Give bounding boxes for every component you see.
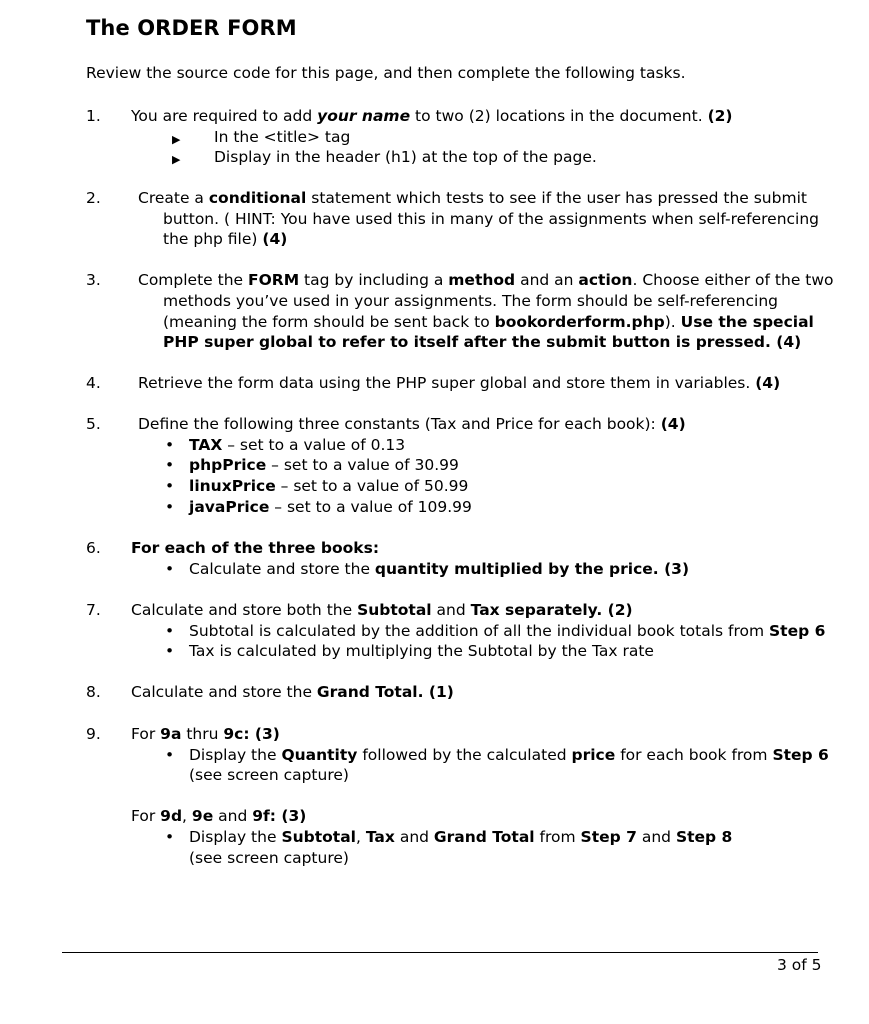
task-number: 3. [86,271,101,289]
footer-divider [62,952,818,953]
bullet-icon: • [165,436,175,454]
bullet-icon: • [165,828,175,846]
bullet-icon: • [165,642,175,660]
task-text: You are required to add your name to two (2) locations in the document. (2) [131,107,733,125]
task-number: 9. [86,725,101,743]
document-page: The ORDER FORM Review the source code for this page, and then complete the following tasks. 1. You are required to add your name to two (2) locations in the document. (2) ▶ In the <title> tag ▶ Display in the header (h1) at the top of the page. 2. Create a conditional statement which tests to see if the user has pressed the submit button. ( HINT: You have used this in many of the assignments when self-referencing the php file) (4) 3. Complete the FORM tag by including a method and an action. Choose either of the two methods you’ve used in your assignments. The form should be self-referencing (meaning the form should be sent back to bookorderform.php). Use the special PHP super global to refer to itself after the submit button is pressed. (4) 4. Retrieve the form data using the PHP super global and store them in variables. (4) 5. Define the following three constants (Tax and Price for each book): (4) • TAX – set to a value of 0.13 • phpPrice – set to a value of 30.99 • linuxPrice – set to a value of 50.99 • javaPrice – set to a value of 109.99 6. For each of the three books: • Calculate and store the quantity multiplied by the price. (3) 7. Calculate and store both the Subtotal and Tax separately. (2) • Subtotal is calculated by the addition of all the individual book totals from Step 6 • Tax is calculated by multiplying the Subtotal by the Tax rate 8. Calculate and store the Grand Total. (1) 9. For 9a thru 9c: (3) • Display the Quantity followed by the calculated price for each book from Step 6 (see screen capture) For 9d, 9e and 9f: (3) • Display the Subtotal, Tax and Grand Total from Step 7 and Step 8 (see screen capture) 3 of 5 [0,0,869,1024]
task-number: 1. [86,107,101,125]
task-text: Create a conditional statement which tests to see if the user has pressed the submit [138,189,807,207]
task-number: 4. [86,374,101,392]
arrow-bullet-icon: ▶ [172,153,181,166]
task-number: 2. [86,189,101,207]
task-number: 8. [86,683,101,701]
task-text: Calculate and store both the Subtotal and Tax separately. (2) [131,601,633,619]
bullet-icon: • [165,456,175,474]
page-number: 3 of 5 [777,956,822,974]
task-text: For 9a thru 9c: (3) [131,725,280,743]
bullet-icon: • [165,746,175,764]
task-text: Retrieve the form data using the PHP super global and store them in variables. (4) [138,374,781,392]
bullet-icon: • [165,560,175,578]
bullet-icon: • [165,622,175,640]
task-text: For each of the three books: [131,539,380,557]
task-text: Define the following three constants (Tax and Price for each book): (4) [138,415,686,433]
task-number: 6. [86,539,101,557]
arrow-bullet-icon: ▶ [172,133,181,146]
page-title: The ORDER FORM [86,16,297,40]
task-number: 5. [86,415,101,433]
bullet-icon: • [165,498,175,516]
task-text: Complete the FORM tag by including a method and an action. Choose either of the two [138,271,834,289]
bullet-icon: • [165,477,175,495]
task-number: 7. [86,601,101,619]
task-text: Calculate and store the Grand Total. (1) [131,683,454,701]
intro-text: Review the source code for this page, and then complete the following tasks. [86,64,686,82]
